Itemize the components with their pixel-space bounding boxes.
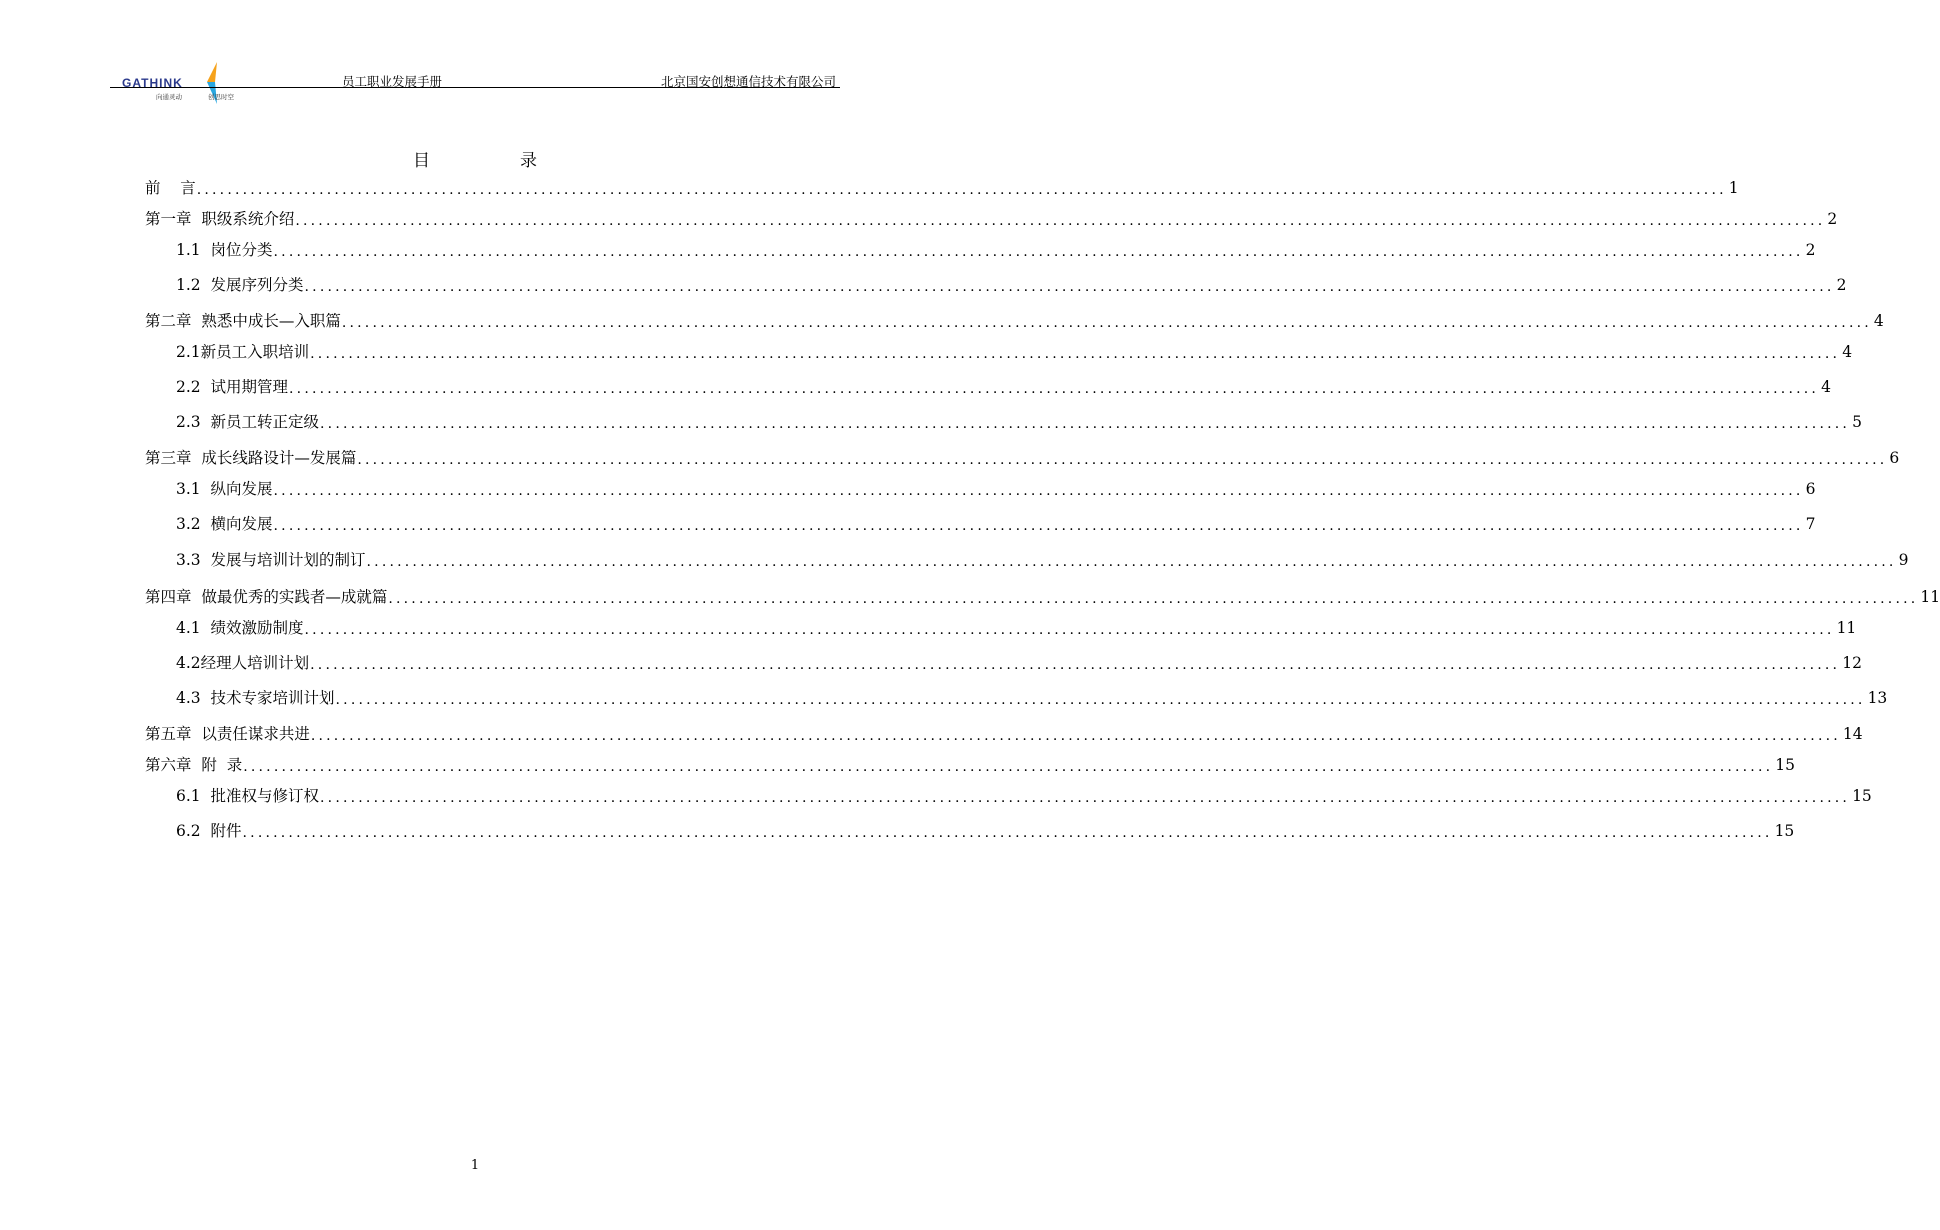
toc-entry-label: 3.1 纵向发展: [176, 480, 273, 498]
toc-entry-page: 4: [1842, 343, 1853, 361]
toc-heading-right: 录: [520, 151, 537, 171]
toc-section-entry[interactable]: [176, 375, 1831, 399]
toc-leader-dots: ........................................................................................................................................................................................................: [289, 381, 1820, 397]
toc-leader-dots: ........................................................................................................................................................................................................: [273, 483, 1804, 499]
toc-entry-page: 14: [1842, 725, 1863, 743]
toc-chapter-entry[interactable]: [145, 722, 1863, 746]
toc-entry-page: 2: [1805, 241, 1816, 259]
toc-entry-label: 2.3 新员工转正定级: [176, 413, 320, 431]
toc-heading-left: 目: [413, 151, 430, 171]
toc-leader-dots: ........................................................................................................................................................................................................: [320, 416, 1851, 432]
toc-entry-page: 5: [1852, 413, 1862, 431]
toc-entry-label: 1.1 岗位分类: [176, 241, 273, 259]
toc-chapter-entry[interactable]: [145, 176, 1739, 200]
toc-leader-dots: ........................................................................................................................................................................................................: [310, 346, 1841, 362]
toc-heading: [0, 146, 950, 171]
toc-leader-dots: ........................................................................................................................................................................................................: [310, 657, 1841, 673]
toc-entry-page: 4: [1873, 312, 1884, 330]
toc-entry-label: 前 言: [145, 179, 196, 197]
toc-entry-page: 9: [1898, 551, 1909, 569]
toc-section-entry[interactable]: [176, 238, 1816, 262]
toc-entry-page: 1: [1728, 179, 1739, 197]
toc-entry-label: 4.1 绩效激励制度: [176, 619, 304, 637]
toc-entry-page: 15: [1774, 822, 1795, 840]
toc-section-entry[interactable]: [176, 273, 1847, 297]
toc-section-entry[interactable]: [176, 651, 1862, 675]
toc-leader-dots: ........................................................................................................................................................................................................: [304, 279, 1835, 295]
toc-leader-dots: ........................................................................................................................................................................................................: [304, 622, 1835, 638]
toc-section-entry[interactable]: [176, 340, 1853, 364]
page-header: [110, 60, 840, 104]
toc-leader-dots: ........................................................................................................................................................................................................: [388, 591, 1919, 607]
toc-chapter-entry[interactable]: [145, 446, 1900, 470]
toc-entry-page: 6: [1805, 480, 1816, 498]
logo-tagline-right: 创思时空: [208, 93, 234, 101]
toc-leader-dots: ........................................................................................................................................................................................................: [341, 315, 1872, 331]
toc-entry-label: 2.2 试用期管理: [176, 378, 289, 396]
toc-entry-label: 6.2 附件: [176, 822, 242, 840]
toc-entry-label: 6.1 批准权与修订权: [176, 787, 320, 805]
toc-entry-label: 第五章 以责任谋求共进: [145, 725, 310, 743]
toc-entry-page: 7: [1805, 515, 1816, 533]
toc-entry-page: 15: [1775, 756, 1795, 774]
toc-entry-page: 13: [1867, 689, 1888, 707]
toc-entry-label: 4.2经理人培训计划: [176, 654, 310, 672]
toc-section-entry[interactable]: [176, 548, 1909, 572]
toc-entry-page: 2: [1836, 276, 1847, 294]
toc-chapter-entry[interactable]: [145, 309, 1884, 333]
header-divider: [110, 87, 840, 88]
toc-entry-page: 12: [1842, 654, 1862, 672]
toc-leader-dots: ........................................................................................................................................................................................................: [357, 452, 1888, 468]
toc-section-entry[interactable]: [176, 686, 1888, 710]
toc-entry-page: 11: [1836, 619, 1857, 637]
toc-entry-label: 3.2 横向发展: [176, 515, 273, 533]
toc-leader-dots: ........................................................................................................................................................................................................: [242, 825, 1773, 841]
toc-leader-dots: ........................................................................................................................................................................................................: [320, 790, 1851, 806]
toc-section-entry[interactable]: [176, 477, 1816, 501]
toc-entry-label: 3.3 发展与培训计划的制订: [176, 551, 366, 569]
toc-entry-label: 4.3 技术专家培训计划: [176, 689, 335, 707]
toc-entry-label: 第三章 成长线路设计—发展篇: [145, 449, 357, 467]
toc-section-entry[interactable]: [176, 784, 1872, 808]
document-title: 员工职业发展手册: [342, 74, 443, 89]
toc-entry-page: 15: [1852, 787, 1872, 805]
toc-section-entry[interactable]: [176, 819, 1795, 843]
toc-section-entry[interactable]: [176, 616, 1857, 640]
page-number: 1: [470, 1158, 480, 1173]
toc-leader-dots: ........................................................................................................................................................................................................: [196, 182, 1727, 198]
toc-section-entry[interactable]: [176, 512, 1816, 536]
toc-chapter-entry[interactable]: [145, 207, 1838, 231]
toc-leader-dots: ........................................................................................................................................................................................................: [335, 692, 1866, 708]
toc-entry-label: 第四章 做最优秀的实践者—成就篇: [145, 588, 388, 606]
company-name: 北京国安创想通信技术有限公司: [660, 74, 836, 89]
toc-leader-dots: ........................................................................................................................................................................................................: [295, 213, 1826, 229]
toc-leader-dots: ........................................................................................................................................................................................................: [273, 518, 1804, 534]
toc-entry-page: 6: [1889, 449, 1900, 467]
toc-chapter-entry[interactable]: [145, 753, 1795, 777]
toc-section-entry[interactable]: [176, 410, 1862, 434]
toc-entry-label: 第一章 职级系统介绍: [145, 210, 295, 228]
toc-leader-dots: ........................................................................................................................................................................................................: [366, 554, 1897, 570]
toc-entry-label: 第六章 附 录: [145, 756, 243, 774]
toc-chapter-entry[interactable]: [145, 585, 1940, 609]
logo-wordmark: GATHINK: [122, 76, 183, 90]
company-logo: [120, 60, 260, 104]
toc-leader-dots: ........................................................................................................................................................................................................: [243, 759, 1774, 775]
toc-entry-page: 11: [1920, 588, 1940, 606]
toc-entry-label: 1.2 发展序列分类: [176, 276, 304, 294]
toc-entry-page: 2: [1827, 210, 1838, 228]
toc-leader-dots: ........................................................................................................................................................................................................: [273, 244, 1804, 260]
toc-leader-dots: ........................................................................................................................................................................................................: [310, 728, 1841, 744]
toc-entry-label: 第二章 熟悉中成长—入职篇: [145, 312, 341, 330]
toc-entry-page: 4: [1821, 378, 1831, 396]
logo-tagline-left: 向通灵动: [156, 93, 182, 101]
toc-entry-label: 2.1新员工入职培训: [176, 343, 310, 361]
